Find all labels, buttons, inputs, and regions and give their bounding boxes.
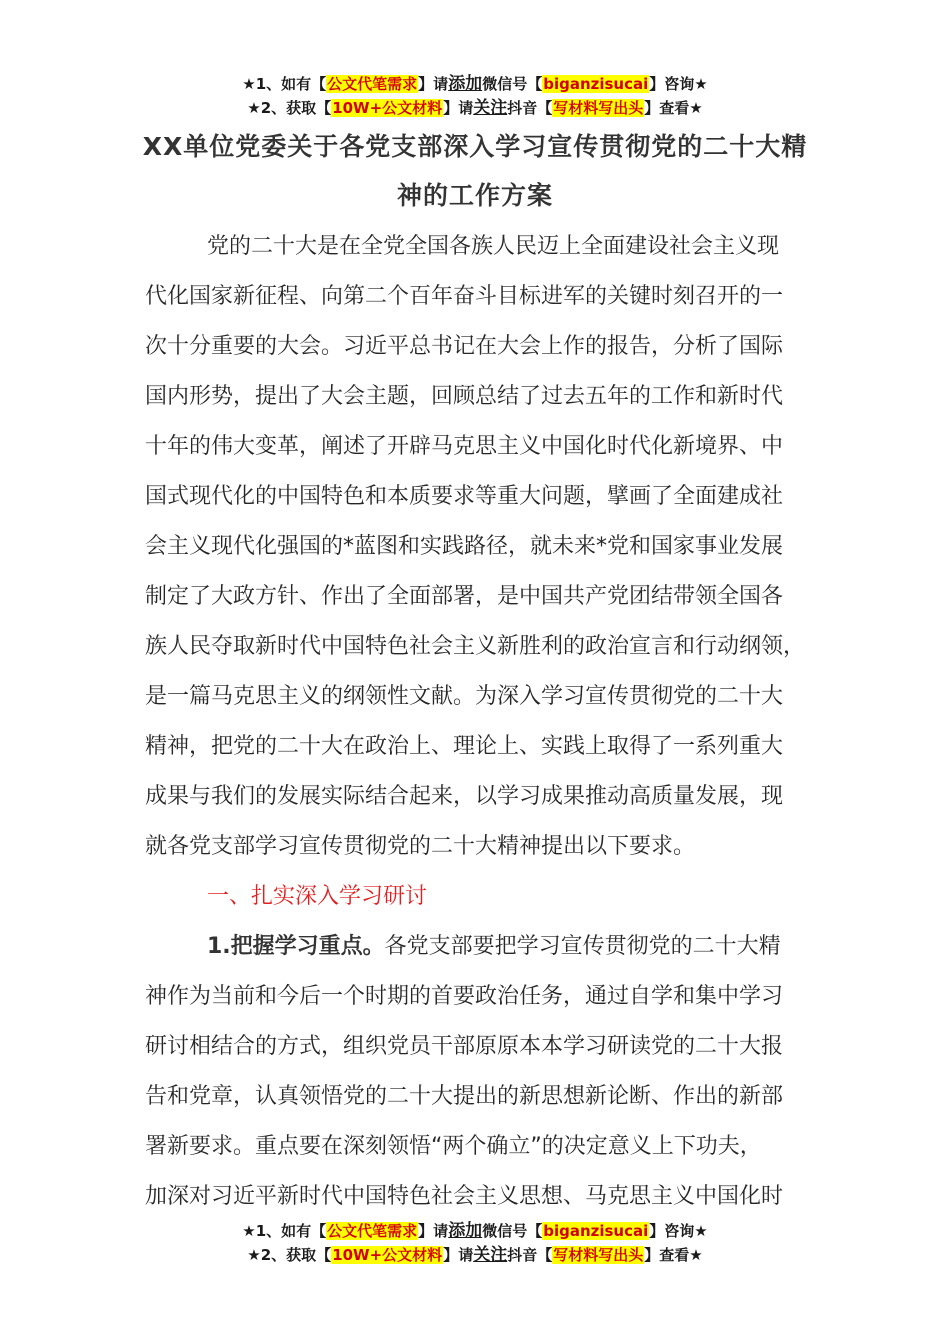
bottom-promo-banner <box>0 1219 950 1267</box>
promo-highlight: 公文代笔需求 <box>327 75 418 93</box>
paragraph-line: 署新要求。重点要在深刻领悟“两个确立”的决定意义上下功夫， <box>145 1134 762 1159</box>
top-promo-banner <box>0 72 950 120</box>
paragraph-line: 次十分重要的大会。习近平总书记在大会上作的报告，分析了国际 <box>145 334 784 359</box>
promo-text: 】咨询★ <box>649 75 708 93</box>
promo-wechat-id: biganzisucai <box>543 1222 649 1240</box>
paragraph-line: 神作为当前和今后一个时期的首要政治任务，通过自学和集中学习 <box>145 984 784 1009</box>
promo-text: 微信号【 <box>482 75 543 93</box>
promo-text: 抖音【 <box>507 1246 553 1264</box>
item-1-first-line <box>145 922 810 972</box>
promo-emphasis: 添加 <box>448 74 483 94</box>
item-1-title: 1.把握学习重点。 <box>207 934 385 959</box>
promo-text: 微信号【 <box>482 1222 543 1240</box>
paragraph-line: 就各党支部学习宣传贯彻党的二十大精神提出以下要求。 <box>145 834 696 859</box>
promo-line-1 <box>0 1219 950 1243</box>
paragraph-line: 精神，把党的二十大在政治上、理论上、实践上取得了一系列重大 <box>145 734 784 759</box>
promo-highlight: 10W+公文材料 <box>332 99 443 117</box>
paragraph-line: 代化国家新征程、向第二个百年奋斗目标进军的关键时刻召开的一 <box>145 284 784 309</box>
promo-text: ★2、获取【 <box>247 1246 332 1264</box>
promo-highlight: 10W+公文材料 <box>332 1246 443 1264</box>
promo-text: 】咨询★ <box>649 1222 708 1240</box>
promo-text: ★1、如有【 <box>242 75 327 93</box>
promo-text: 】查看★ <box>644 1246 703 1264</box>
paragraph-line: 会主义现代化强国的*蓝图和实践路径，就未来*党和国家事业发展 <box>145 534 784 559</box>
promo-line-2 <box>0 96 950 120</box>
paragraph-line: 研讨相结合的方式，组织党员干部原原本本学习研读党的二十大报 <box>145 1034 784 1059</box>
promo-highlight: 公文代笔需求 <box>327 1222 418 1240</box>
document-title-line-1: XX单位党委关于各党支部深入学习宣传贯彻党的二十大精 <box>142 132 808 161</box>
paragraph-line: 加深对习近平新时代中国特色社会主义思想、马克思主义中国化时 <box>145 1184 784 1209</box>
promo-text: 】请 <box>418 75 449 93</box>
promo-line-2 <box>0 1243 950 1267</box>
section-heading: 一、扎实深入学习研讨 <box>207 884 428 909</box>
paragraph-line: 国式现代化的中国特色和本质要求等重大问题，擘画了全面建成社 <box>145 484 784 509</box>
document-body <box>145 222 810 1222</box>
promo-wechat-id: biganzisucai <box>543 75 649 93</box>
promo-text: 抖音【 <box>507 99 553 117</box>
promo-line-1 <box>0 72 950 96</box>
promo-douyin-id: 写材料写出头 <box>553 99 644 117</box>
paragraph-line: 十年的伟大变革，阐述了开辟马克思主义中国化时代化新境界、中 <box>145 434 784 459</box>
paragraph-line: 党的二十大是在全党全国各族人民迈上全面建设社会主义现 <box>207 234 780 259</box>
promo-emphasis: 关注 <box>473 1245 508 1265</box>
paragraph-line: 族人民夺取新时代中国特色社会主义新胜利的政治宣言和行动纲领， <box>145 634 806 659</box>
promo-text: 】请 <box>443 99 474 117</box>
promo-text: 】请 <box>418 1222 449 1240</box>
promo-text: ★1、如有【 <box>242 1222 327 1240</box>
paragraph-line: 是一篇马克思主义的纲领性文献。为深入学习宣传贯彻党的二十大 <box>145 684 784 709</box>
paragraph-line: 告和党章，认真领悟党的二十大提出的新思想新论断、作出的新部 <box>145 1084 784 1109</box>
promo-douyin-id: 写材料写出头 <box>553 1246 644 1264</box>
paragraph-line: 国内形势，提出了大会主题，回顾总结了过去五年的工作和新时代 <box>145 384 784 409</box>
promo-text: ★2、获取【 <box>247 99 332 117</box>
item-1-text: 各党支部要把学习宣传贯彻党的二十大精 <box>384 934 781 959</box>
promo-emphasis: 关注 <box>473 98 508 118</box>
promo-emphasis: 添加 <box>448 1221 483 1241</box>
paragraph-line: 成果与我们的发展实际结合起来，以学习成果推动高质量发展，现 <box>145 784 784 809</box>
promo-text: 】请 <box>443 1246 474 1264</box>
promo-text: 】查看★ <box>644 99 703 117</box>
paragraph-line: 制定了大政方针、作出了全面部署，是中国共产党团结带领全国各 <box>145 584 784 609</box>
document-title-line-2: 神的工作方案 <box>396 181 553 210</box>
